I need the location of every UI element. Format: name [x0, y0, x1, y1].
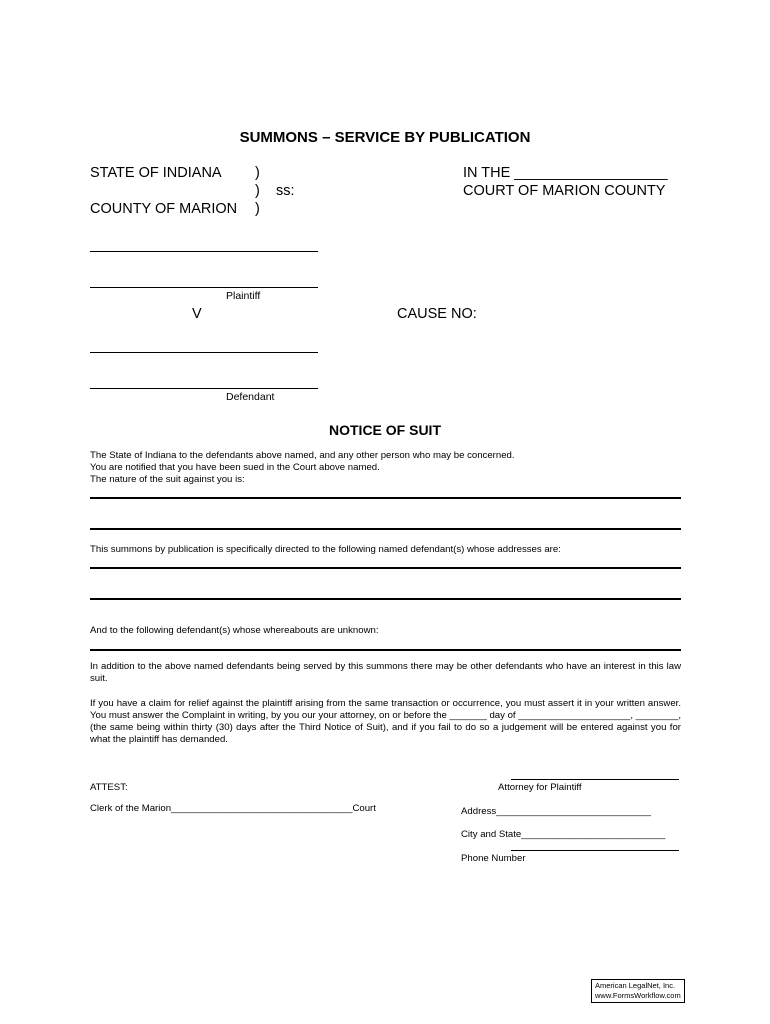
other-defendants-paragraph: In addition to the above named defendants being served by this summons there may be other defendants who have an interest in this law suit. — [90, 661, 681, 684]
city-state-field: City and State___________________________ — [461, 829, 666, 840]
plaintiff-line-1 — [90, 251, 318, 252]
nature-line-1 — [90, 497, 681, 499]
ss-label: ss: — [276, 183, 295, 199]
address-line-1 — [90, 567, 681, 569]
court-name-line: IN THE ___________________ — [463, 165, 668, 181]
address-field: Address_____________________________ — [461, 806, 651, 817]
document-title: SUMMONS – SERVICE BY PUBLICATION — [239, 129, 531, 146]
caption-paren: ) — [255, 201, 260, 217]
intro-line-1: The State of Indiana to the defendants above named, and any other person who may be concerned. — [90, 450, 515, 461]
court-county: COURT OF MARION COUNTY — [463, 183, 666, 199]
intro-line-3: The nature of the suit against you is: — [90, 474, 245, 485]
attest-label: ATTEST: — [90, 782, 128, 793]
addresses-text: This summons by publication is specifically directed to the following named defendant(s) whose addresses are: — [90, 544, 561, 555]
footer-line-2: www.FormsWorkflow.com — [595, 991, 681, 1000]
clerk-line: Clerk of the Marion__________________________________Court — [90, 803, 376, 814]
versus-label: V — [192, 306, 202, 322]
county-of-marion: COUNTY OF MARION — [90, 201, 238, 217]
attorney-signature-line — [511, 779, 679, 780]
claim-paragraph: If you have a claim for relief against the plaintiff arising from the same transaction or occurrence, you must assert it in your written answer. You must answer the Complaint in writing, by you our your attorney, on or before the _______ day of _____________________, ________,(the same being within thirty (30) days after the Third Notice of Suit), and if you fail to do so a judgement will be entered against you for what the plaintiff has demanded. — [90, 698, 681, 745]
footer-badge — [591, 979, 685, 1003]
attorney-label: Attorney for Plaintiff — [498, 782, 582, 793]
address-line-2 — [90, 598, 681, 600]
caption-paren: ) — [255, 165, 260, 181]
intro-line-2: You are notified that you have been sued in the Court above named. — [90, 462, 380, 473]
notice-title: NOTICE OF SUIT — [329, 422, 441, 438]
plaintiff-label: Plaintiff — [226, 290, 261, 302]
footer-line-1: American LegalNet, Inc. — [595, 981, 676, 990]
plaintiff-line-2 — [90, 287, 318, 288]
phone-number-label: Phone Number — [461, 853, 526, 864]
unknown-line — [90, 649, 681, 651]
defendant-line-2 — [90, 388, 318, 389]
nature-line-2 — [90, 528, 681, 530]
phone-line — [511, 850, 679, 851]
state-of-indiana: STATE OF INDIANA — [90, 165, 222, 181]
defendant-label: Defendant — [226, 391, 275, 403]
unknown-whereabouts-text: And to the following defendant(s) whose whereabouts are unknown: — [90, 625, 379, 636]
caption-paren: ) — [255, 183, 260, 199]
cause-number-label: CAUSE NO: — [397, 306, 477, 322]
defendant-line-1 — [90, 352, 318, 353]
